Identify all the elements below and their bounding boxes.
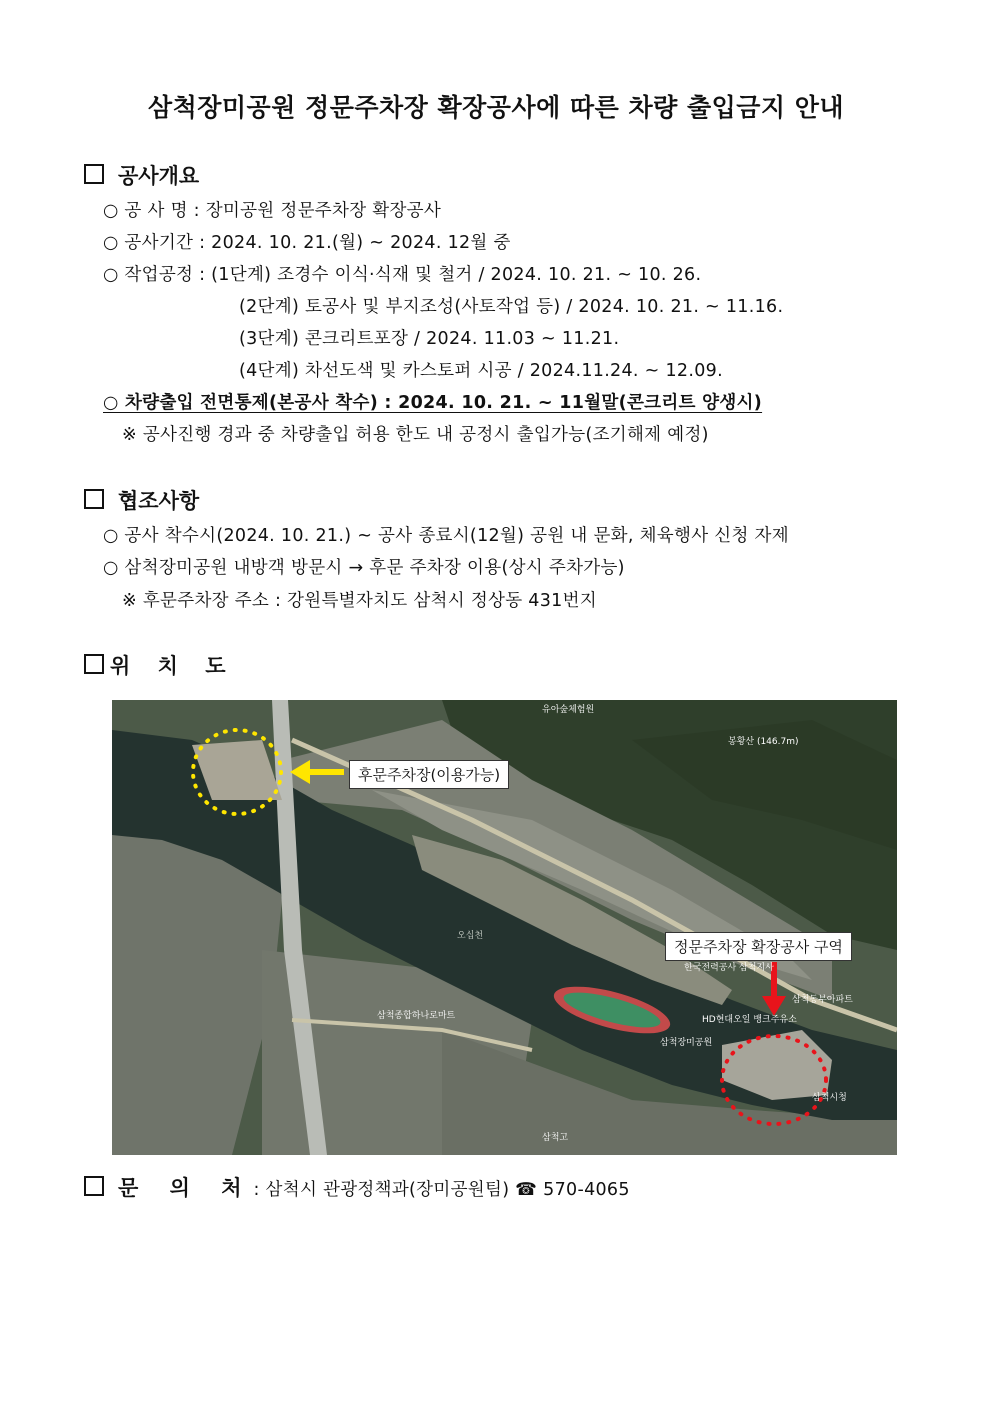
overview-vehicle-control: ○ 차량출입 전면통제(본공사 착수) : 2024. 10. 21. ~ 11월말(콘크리트 양생시) — [103, 393, 763, 413]
contact-label: 문 의 처 — [118, 1176, 254, 1200]
map-label-mart: 삼척종합하나로마트 — [377, 1011, 456, 1021]
overview-name: ○ 공 사 명 : 장미공원 정문주차장 확장공사 — [103, 201, 442, 221]
map-label-gas-station: HD현대오일 뱅크주유소 — [702, 1015, 797, 1025]
checkbox-square-icon — [84, 1176, 104, 1196]
section-cooperation-heading: 협조사항 — [84, 485, 199, 515]
overview-process-3: (3단계) 콘크리트포장 / 2024. 11.03 ~ 11.21. — [239, 329, 620, 349]
overview-process-4: (4단계) 차선도색 및 카스토퍼 시공 / 2024.11.24. ~ 12.09. — [239, 361, 723, 381]
section-location-heading: 위 치 도 — [84, 650, 235, 680]
overview-process-1: ○ 작업공정 : (1단계) 조경수 이식·식재 및 철거 / 2024. 10. 21. ~ 10. 26. — [103, 265, 702, 285]
contact-value: : 삼척시 관광정책과(장미공원팀) ☎ 570-4065 — [253, 1180, 630, 1200]
checkbox-square-icon — [84, 654, 104, 674]
contact-info — [84, 1172, 630, 1202]
checkbox-square-icon — [84, 164, 104, 184]
location-map — [112, 700, 897, 1155]
map-label-kepco: 한국전력공사 삼척지사 — [684, 963, 774, 973]
overview-period: ○ 공사기간 : 2024. 10. 21.(월) ~ 2024. 12월 중 — [103, 233, 511, 253]
map-label-park: 삼척장미공원 — [660, 1038, 713, 1048]
map-label-apartment: 삼척동부아파트 — [792, 995, 853, 1005]
cooperation-line-2: ○ 삼척장미공원 내방객 방문시 → 후문 주차장 이용(상시 주차가능) — [103, 558, 625, 578]
checkbox-square-icon — [84, 489, 104, 509]
map-label-city-hall: 삼척시청 — [812, 1093, 847, 1103]
map-label-river: 오십천 — [457, 931, 484, 941]
overview-note: ※ 공사진행 경과 중 차량출입 허용 한도 내 공정시 출입가능(조기해제 예정) — [122, 425, 709, 445]
map-label-forest-center: 유아숲체험원 — [542, 705, 595, 715]
overview-process-2: (2단계) 토공사 및 부지조성(사토작업 등) / 2024. 10. 21. ~ 11.16. — [239, 297, 784, 317]
cooperation-note: ※ 후문주차장 주소 : 강원특별자치도 삼척시 정상동 431번지 — [122, 591, 598, 611]
page-title: 삼척장미공원 정문주차장 확장공사에 따른 차량 출입금지 안내 — [147, 93, 845, 122]
cooperation-line-1: ○ 공사 착수시(2024. 10. 21.) ~ 공사 종료시(12월) 공원 내 문화, 체육행사 신청 자제 — [103, 526, 789, 546]
callout-back-parking: 후문주차장(이용가능) — [349, 760, 509, 789]
callout-front-parking-construction: 정문주차장 확장공사 구역 — [665, 932, 852, 961]
map-label-mountain: 봉황산 (146.7m) — [728, 737, 799, 747]
section-overview-heading: 공사개요 — [84, 160, 199, 190]
map-label-school: 삼척고 — [542, 1133, 569, 1143]
